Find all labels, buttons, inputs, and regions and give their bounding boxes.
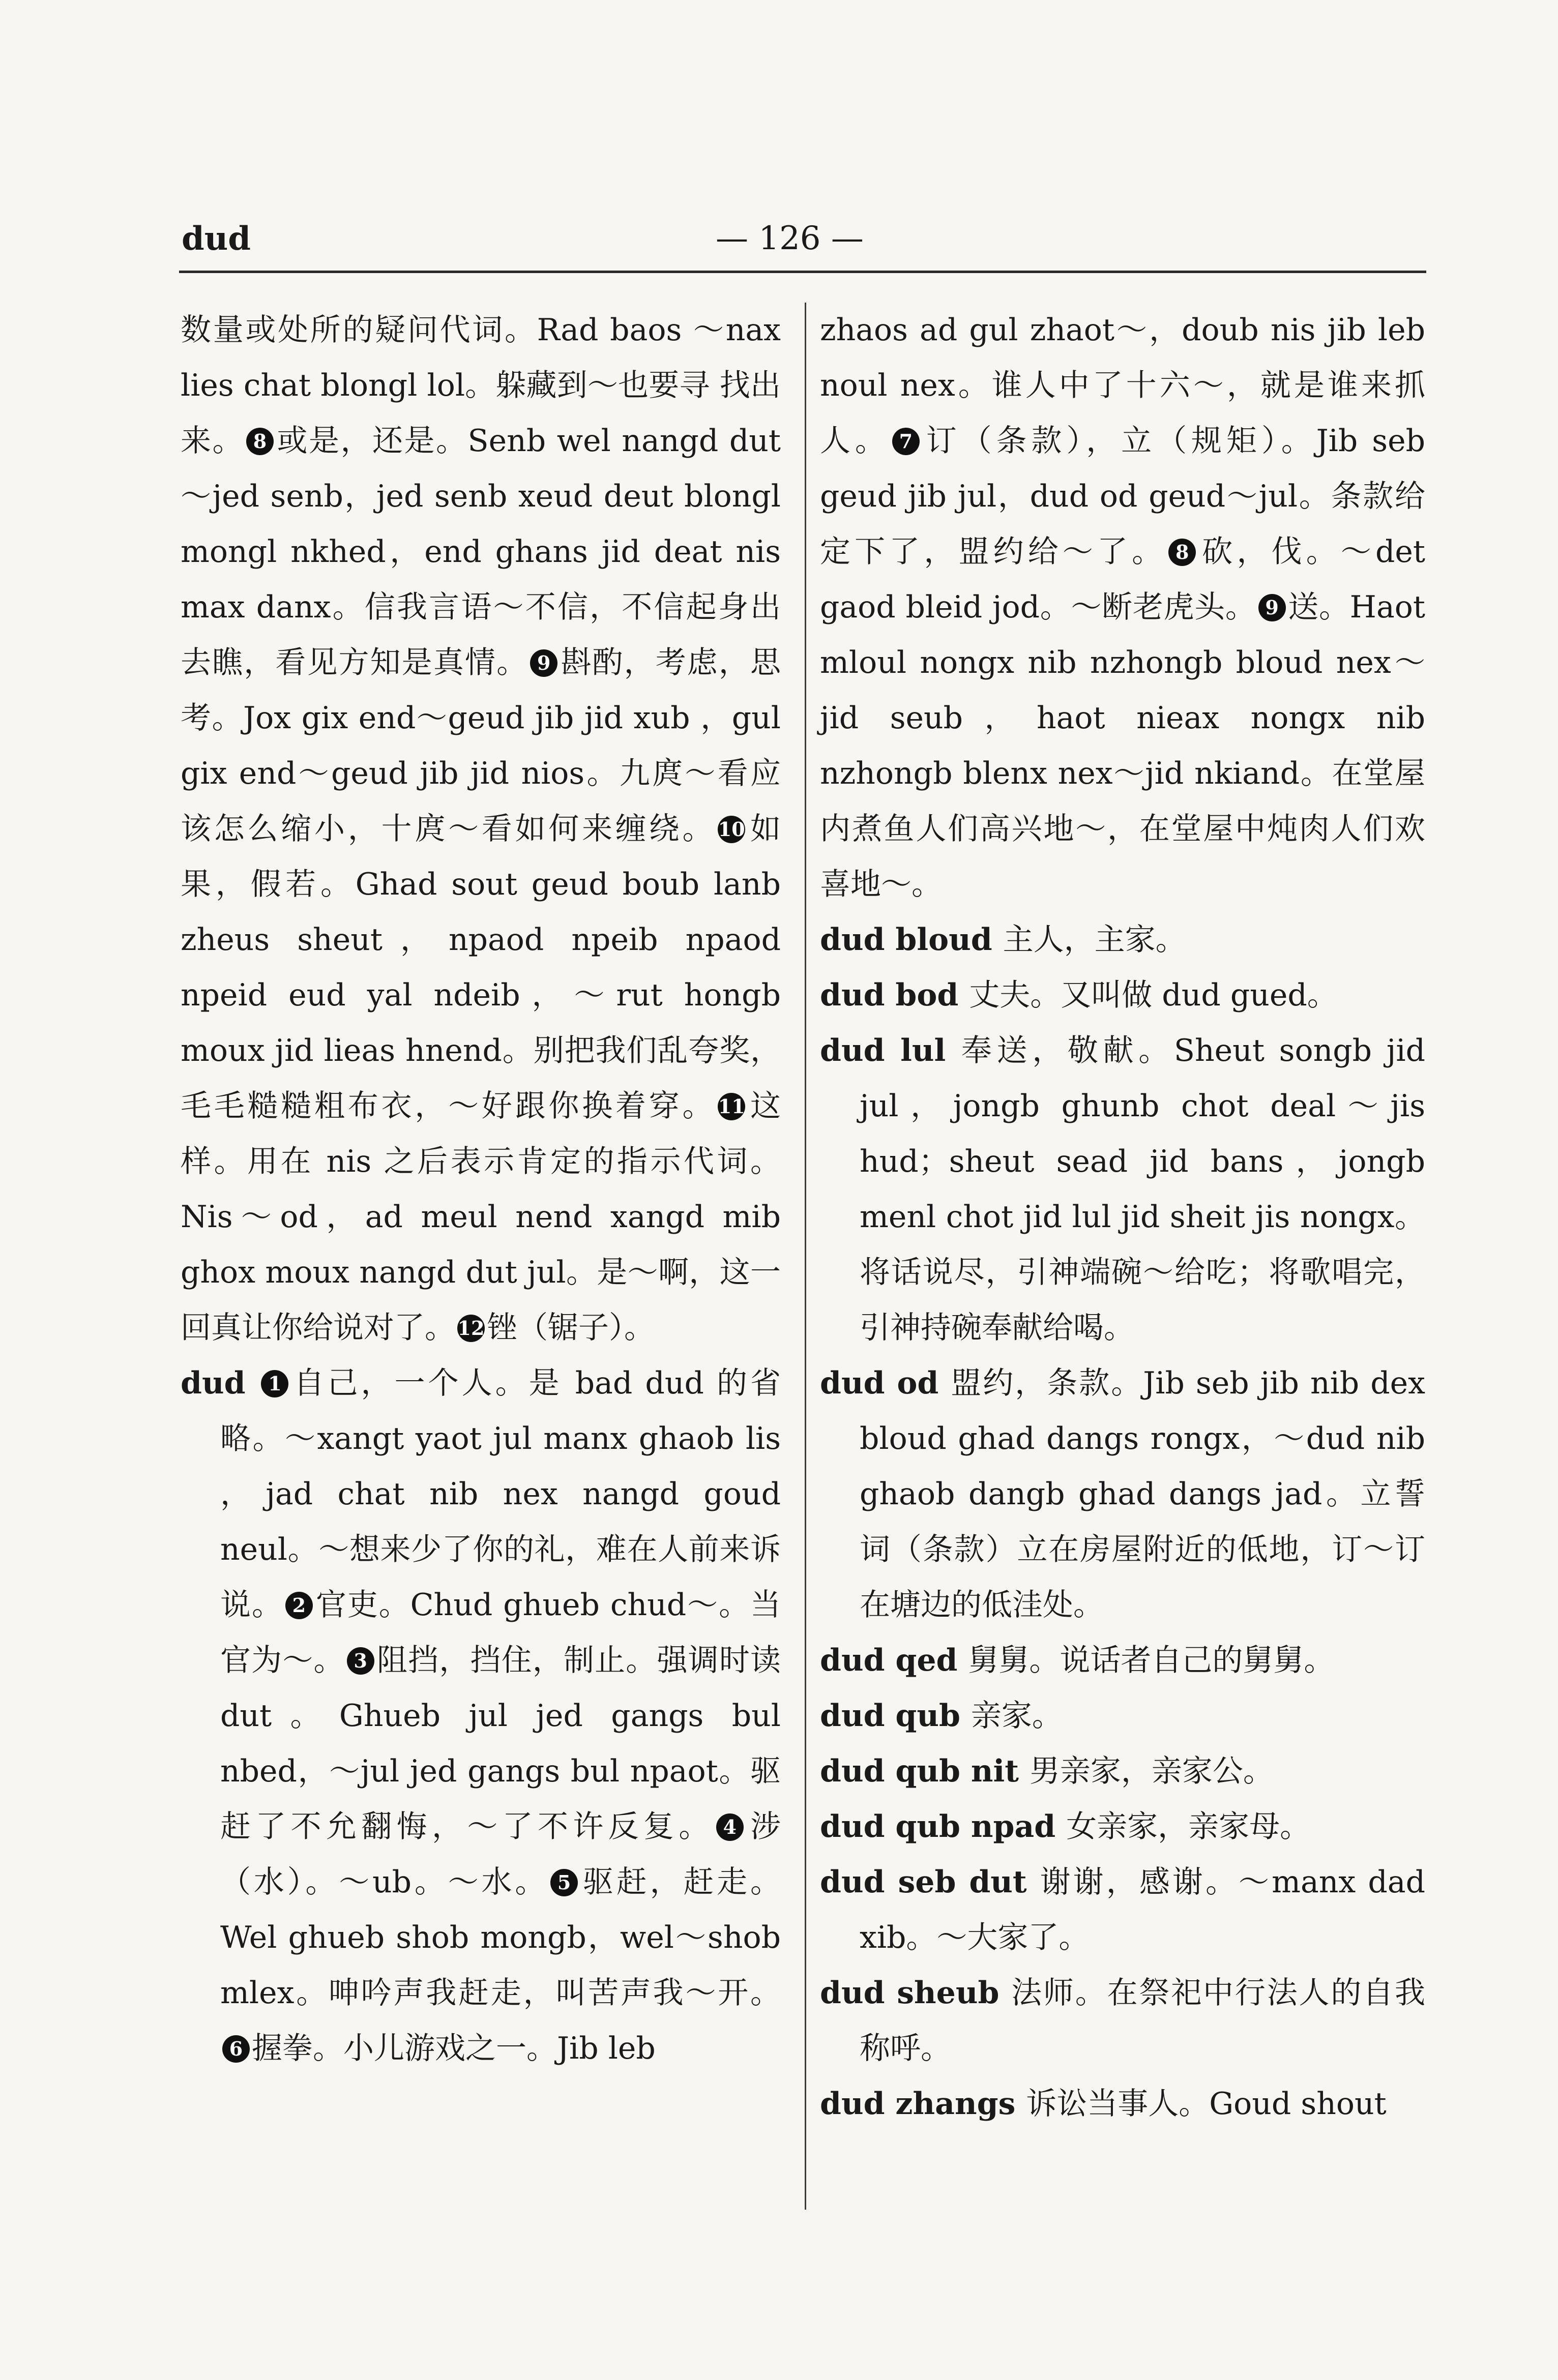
sense-number-badge: 10 [718,816,745,843]
definition-text: 男亲家，亲家公。 [1029,1753,1274,1789]
dictionary-entry [181,1356,781,2076]
definition-text: 订（条款），立（规矩）。Jib seb geud jib jul，dud od geud～jul。条款给定下了，盟约给～了。 [820,423,1425,570]
definition-text: 谢谢，感谢。～manx dad xib。～大家了。 [860,1864,1425,1955]
entry-headword: dud qub nit [820,1753,1030,1789]
header-rule [179,271,1426,273]
left-column [181,303,781,2076]
page-header [182,215,1423,260]
definition-text: 主人，主家。 [1003,922,1186,958]
entry-headword: dud bod [820,977,969,1013]
dictionary-entry [820,2076,1425,2132]
definition-text: 砍，伐。～det gaod bleid jod。～断老虎头。 [820,534,1425,625]
definition-text: 法师。在祭祀中行法人的自我称呼。 [860,1975,1425,2066]
entry-headword: dud zhangs [820,2086,1026,2122]
definition-text: 诉讼当事人。Goud shout [1026,2086,1387,2122]
entry-headword: dud qed [820,1643,968,1678]
entry-headword: dud qub [820,1698,971,1734]
page-number: — 126 — [716,220,864,257]
dictionary-entry [820,1966,1425,2076]
definition-text: 送。Haot mloul nongx nib nzhongb bloud nex～jid seub，haot nieax nongx nib nzhongb blenx nex～jid nkiand。在堂屋内煮鱼人们高兴地～，在堂屋中炖肉人们欢喜地～。 [820,589,1425,902]
sense-number-badge: 1 [261,1370,288,1397]
sense-number-badge: 9 [1258,594,1286,621]
entry-headword: dud qub npad [820,1809,1067,1844]
sense-number-badge: 2 [285,1592,313,1619]
dictionary-entry [820,1688,1425,1744]
entry-headword: dud sheub [820,1975,1012,2011]
definition-text: 官吏。Chud ghueb chud～。当官为～。 [220,1587,781,1678]
definition-text: 斟酌，考虑，思考。Jox gix end～geud jib jid xub ，gul gix end～geud jib jid nios。九庹～看应该怎么缩小，十庹～看如何来缠绕。 [181,645,781,847]
entry-headword: dud lul [820,1033,961,1068]
definition-text: 丈夫。又叫做 dud gued。 [969,977,1338,1013]
dictionary-entry [820,1633,1425,1688]
entry-headword: dud seb dut [820,1864,1040,1900]
dictionary-entry [820,1799,1425,1855]
entry-headword: dud bloud [820,922,1003,958]
right-column [820,303,1425,2132]
continued-entry [181,303,781,1356]
sense-number-badge: 9 [530,649,557,677]
column-divider [805,303,806,2210]
dictionary-entry [820,968,1425,1023]
definition-text: 盟约，条款。Jib seb jib nib dex bloud ghad dangs rongx，～dud nib ghaob dangb ghad dangs jad。立誓词（条款）立在房屋附近的低地，订～订在塘边的低洼处。 [860,1365,1426,1623]
definition-text: 驱赶，赶走。Wel ghueb shob mongb，wel～shob mlex。呻吟声我赶走，叫苦声我～开。 [220,1864,781,2011]
sense-number-badge: 6 [222,2035,250,2063]
sense-number-badge: 12 [457,1315,485,1342]
sense-number-badge: 4 [716,1813,744,1841]
definition-text: 舅舅。说话者自己的舅舅。 [968,1643,1335,1678]
definition-text: 这样。用在 nis 之后表示肯定的指示代词。Nis～od，ad meul nend xangd mib ghox moux nangd dut jul。是～啊，这一回真让你给说对了。 [181,1088,781,1346]
definition-text: 锉（锯子）。 [487,1310,655,1346]
guide-word: dud [182,220,251,258]
entry-headword: dud [181,1365,259,1401]
definition-text: 如果，假若。Ghad sout geud boub lanb zheus sheut，npaod npeib npaod npeid eud yal ndeib，～rut hongb moux jid lieas hnend。别把我们乱夸奖，毛毛糙糙粗布衣，～好跟你换着穿。 [181,811,781,1124]
definition-text: zhaos ad gul zhaot～，doub nis jib leb noul nex。谁人中了十六～，就是谁来抓人。 [820,312,1425,459]
definition-text: 奉送，敬献。Sheut songb jid jul，jongb ghunb chot deal～jis hud；sheut sead jid bans，jongb menl chot jid lul jid sheit jis nongx。将话说尽，引神端碗～给吃；将歌唱完，引神持碗奉献给喝。 [860,1033,1426,1346]
sense-number-badge: 3 [347,1647,374,1675]
sense-number-badge: 8 [246,428,274,455]
sense-number-badge: 5 [550,1869,578,1896]
dictionary-entry [820,1356,1425,1633]
dictionary-entry [820,1744,1425,1799]
sense-number-badge: 8 [1168,539,1196,566]
definition-text: 或是，还是。Senb wel nangd dut～jed senb，jed senb xeud deut blongl mongl nkhed，end ghans jid deat nis max danx。信我言语～不信，不信起身出去瞧，看见方知是真情。 [181,423,781,680]
definition-text: 阻挡，挡住，制止。强调时读 dut。Ghueb jul jed gangs bul nbed，～jul jed gangs bul npaot。驱赶了不允翻悔，～了不许反复。 [220,1643,781,1844]
definition-text: 亲家。 [971,1698,1063,1734]
sense-number-badge: 11 [718,1093,745,1120]
continued-entry [820,303,1425,912]
definition-text: 女亲家，亲家母。 [1066,1809,1311,1844]
entry-headword: dud od [820,1365,951,1401]
dictionary-entry [820,912,1425,968]
sense-number-badge: 7 [892,428,920,455]
dictionary-entry [820,1023,1425,1356]
definition-text: 涉（水）。～ub。～水。 [220,1809,781,1900]
dictionary-entry [820,1855,1425,1966]
definition-text: 握拳。小儿游戏之一。Jib leb [252,2031,656,2066]
definition-text: 自己，一个人。是 bad dud 的省略。～xangt yaot jul manx ghaob lis ，jad chat nib nex nangd goud neul。～想来少了你的礼，难在人前来诉说。 [220,1365,781,1623]
definition-text: 数量或处所的疑问代词。Rad baos ～nax lies chat blongl lol。躲藏到～也要寻 找出来。 [181,312,781,459]
